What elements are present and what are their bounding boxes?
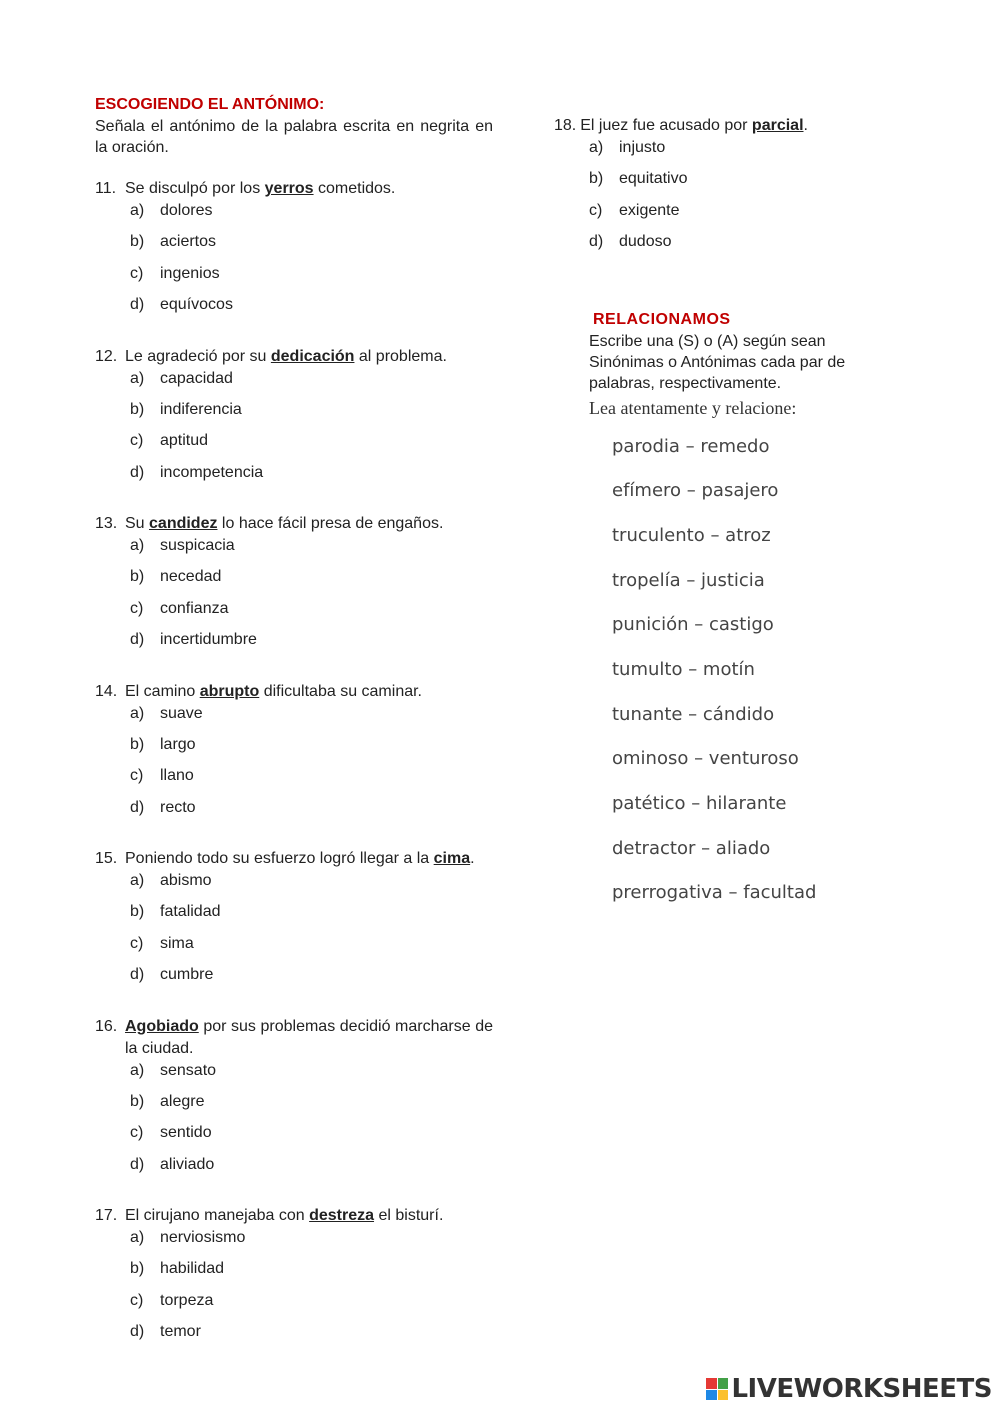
word-pair: prerrogativa – facultad <box>612 882 817 904</box>
sentence-part: lo hace fácil presa de engaños. <box>217 515 444 532</box>
option-text: cumbre <box>160 966 214 983</box>
question-sentence <box>125 513 493 535</box>
option-text: aliviado <box>160 1155 215 1173</box>
answer-option[interactable] <box>130 734 493 766</box>
word-pair: tunante – cándido <box>612 703 775 725</box>
option-letter: b) <box>130 400 145 418</box>
answer-option[interactable] <box>130 535 493 556</box>
logo-square <box>718 1378 729 1389</box>
logo-text: LIVEWORKSHEETS <box>731 1374 992 1404</box>
option-letter: c) <box>130 1124 144 1141</box>
option-text: torpeza <box>160 1291 214 1309</box>
answer-option[interactable] <box>130 703 493 724</box>
relate-subtitle: Lea atentamente y relacione: <box>589 397 797 418</box>
answer-option[interactable] <box>130 1321 493 1353</box>
question-number: 12. <box>95 347 118 365</box>
question-text <box>95 681 493 703</box>
answer-option[interactable] <box>130 430 493 462</box>
option-letter: a) <box>130 704 145 722</box>
option-letter: c) <box>130 1291 144 1309</box>
relate-instruction: Escribe una (S) o (A) según sean Sinónimas o Antónimas cada par de palabras, respectivamente. <box>589 332 846 392</box>
question-sentence <box>580 117 808 134</box>
option-text: alegre <box>160 1092 205 1110</box>
instruction: Señala el antónimo de la palabra escrita en negrita en la oración. <box>95 118 493 156</box>
keyword: dedicación <box>270 347 355 365</box>
word-pair: truculento – atroz <box>612 524 771 546</box>
logo-square <box>706 1390 717 1401</box>
sentence-part: El cirujano manejaba con <box>125 1207 310 1224</box>
option-letter: b) <box>130 233 145 250</box>
option-text: llano <box>160 767 194 784</box>
question-text <box>95 346 493 368</box>
word-pair: detractor – aliado <box>612 837 771 859</box>
answer-option[interactable] <box>130 1290 493 1322</box>
sentence-part: por sus problemas decidió marcharse de la ciudad. <box>125 1017 493 1057</box>
sentence-part: cometidos. <box>313 180 396 197</box>
question-list <box>95 178 493 1353</box>
logo-square <box>706 1378 717 1389</box>
sentence-part: Poniendo todo su esfuerzo logró llegar a la <box>125 850 434 867</box>
sentence-part: El juez fue acusado por <box>580 117 752 134</box>
sentence-part: Su <box>125 515 150 532</box>
option-letter: c) <box>130 934 144 952</box>
option-letter: b) <box>130 1092 145 1110</box>
keyword: abrupto <box>199 682 260 700</box>
relate-section <box>589 309 904 911</box>
option-letter: a) <box>130 1061 145 1079</box>
logo-square <box>718 1390 729 1401</box>
option-letter: d) <box>130 798 145 816</box>
question <box>95 681 493 829</box>
sentence-part: Le agradeció por su <box>125 347 271 365</box>
answer-option[interactable] <box>130 964 493 996</box>
answer-option[interactable] <box>130 200 493 221</box>
option-text: largo <box>160 735 196 753</box>
option-letter: c) <box>130 432 144 449</box>
answer-option[interactable] <box>130 566 493 598</box>
question-sentence <box>125 848 493 870</box>
option-list <box>130 1060 493 1186</box>
option-letter: b) <box>130 568 145 585</box>
option-letter: a) <box>130 202 145 219</box>
answer-option[interactable] <box>589 231 904 263</box>
word-pair-list <box>612 434 904 911</box>
option-letter: c) <box>130 264 144 282</box>
option-list <box>130 870 493 996</box>
question-sentence <box>125 346 493 368</box>
question-text <box>554 115 904 137</box>
option-text: incertidumbre <box>160 631 257 648</box>
answer-option[interactable] <box>130 765 493 797</box>
question-sentence <box>125 178 493 200</box>
answer-option[interactable] <box>130 231 493 263</box>
option-text: incompetencia <box>160 463 264 481</box>
option-letter: b) <box>130 903 145 920</box>
answer-option[interactable] <box>589 137 904 158</box>
answer-option[interactable] <box>130 1227 493 1248</box>
option-text: exigente <box>619 201 680 219</box>
antonym-section <box>95 94 493 1353</box>
word-pair: tropelía – justicia <box>612 569 765 591</box>
option-letter: d) <box>130 966 145 983</box>
option-list <box>130 1227 493 1353</box>
keyword: destreza <box>309 1207 375 1224</box>
option-letter: c) <box>589 201 603 219</box>
question-text <box>95 848 493 870</box>
question <box>95 178 493 326</box>
option-text: abismo <box>160 872 212 889</box>
option-letter: b) <box>130 1260 145 1277</box>
answer-option[interactable] <box>130 368 493 389</box>
option-text: nerviosismo <box>160 1229 246 1246</box>
option-letter: a) <box>130 872 145 889</box>
option-letter: d) <box>130 1323 145 1340</box>
option-text: dolores <box>160 202 213 219</box>
option-text: capacidad <box>160 369 233 387</box>
sentence-part: Se disculpó por los <box>125 180 265 197</box>
answer-option[interactable] <box>130 263 493 295</box>
word-pair: patético – hilarante <box>612 793 787 814</box>
answer-option[interactable] <box>589 168 904 200</box>
option-list <box>130 535 493 661</box>
option-text: equitativo <box>619 170 688 187</box>
keyword: cima <box>433 850 471 867</box>
right-column <box>554 115 904 910</box>
word-pair: parodia – remedo <box>612 435 770 457</box>
question-number: 16. <box>95 1017 118 1035</box>
option-letter: b) <box>589 170 604 187</box>
question <box>95 848 493 996</box>
keyword: Agobiado <box>125 1017 199 1035</box>
answer-option[interactable] <box>130 1091 493 1123</box>
answer-option[interactable] <box>130 294 493 326</box>
question-number: 18. <box>554 117 577 134</box>
answer-option[interactable] <box>130 598 493 630</box>
keyword: yerros <box>264 180 314 197</box>
option-text: habilidad <box>160 1260 225 1277</box>
option-letter: d) <box>130 1155 145 1173</box>
option-list <box>130 368 493 494</box>
option-text: equívocos <box>160 296 233 313</box>
option-text: indiferencia <box>160 400 242 418</box>
question <box>95 346 493 494</box>
relate-title: RELACIONAMOS <box>593 310 731 328</box>
question <box>95 1205 493 1353</box>
option-text: sentido <box>160 1124 212 1141</box>
answer-option[interactable] <box>130 933 493 965</box>
sentence-part: . <box>803 117 808 134</box>
word-pair: tumulto – motín <box>612 658 755 680</box>
option-text: sima <box>160 934 194 952</box>
option-letter: a) <box>130 1229 145 1246</box>
option-letter: c) <box>130 599 144 617</box>
option-text: suave <box>160 704 203 722</box>
question-sentence <box>125 681 493 703</box>
option-text: fatalidad <box>160 903 221 920</box>
option-text: injusto <box>619 139 666 156</box>
option-text: sensato <box>160 1061 217 1079</box>
question-number: 15. <box>95 850 118 867</box>
answer-option[interactable] <box>130 901 493 933</box>
keyword: candidez <box>149 515 218 532</box>
question-sentence <box>125 1205 493 1227</box>
answer-option[interactable] <box>130 797 493 829</box>
option-text: aptitud <box>160 432 209 449</box>
option-list <box>130 200 493 326</box>
answer-option[interactable] <box>130 399 493 431</box>
answer-option[interactable] <box>130 1122 493 1154</box>
sentence-part: El camino <box>125 682 200 700</box>
option-text: temor <box>160 1323 201 1340</box>
answer-option[interactable] <box>589 200 904 232</box>
question <box>95 1016 493 1186</box>
question-18 <box>554 115 904 263</box>
option-list <box>130 703 493 829</box>
option-letter: d) <box>130 631 145 648</box>
option-letter: a) <box>589 139 604 156</box>
question-text <box>95 513 493 535</box>
answer-option[interactable] <box>130 1258 493 1290</box>
answer-option[interactable] <box>130 629 493 661</box>
question-text <box>95 1205 493 1227</box>
word-pair: efímero – pasajero <box>612 480 779 502</box>
answer-option[interactable] <box>130 870 493 891</box>
liveworksheets-logo[interactable] <box>706 1373 992 1405</box>
sentence-part: dificultaba su caminar. <box>259 682 422 700</box>
sentence-part: . <box>470 850 475 867</box>
option-text: recto <box>160 798 196 816</box>
option-letter: d) <box>589 233 604 250</box>
word-pair: punición – castigo <box>612 614 774 636</box>
option-letter: a) <box>130 369 145 387</box>
option-letter: d) <box>130 296 145 313</box>
question <box>95 513 493 661</box>
section-title: ESCOGIENDO EL ANTÓNIMO: <box>95 96 325 113</box>
answer-option[interactable] <box>130 1060 493 1081</box>
question-number: 14. <box>95 682 118 700</box>
question-text <box>95 178 493 200</box>
option-letter: a) <box>130 537 145 554</box>
sentence-part: al problema. <box>354 347 447 365</box>
question-sentence <box>125 1016 493 1060</box>
answer-option[interactable] <box>130 462 493 494</box>
option-text: ingenios <box>160 264 220 282</box>
option-letter: d) <box>130 463 145 481</box>
logo-icon <box>706 1378 728 1400</box>
question-number: 11. <box>95 180 117 197</box>
option-text: necedad <box>160 568 222 585</box>
option-text: aciertos <box>160 233 217 250</box>
option-text: suspicacia <box>160 537 235 554</box>
word-pair: ominoso – venturoso <box>612 748 799 770</box>
answer-option[interactable] <box>130 1154 493 1186</box>
option-letter: c) <box>130 767 144 784</box>
sentence-part: el bisturí. <box>374 1207 444 1224</box>
option-list <box>589 137 904 263</box>
option-text: dudoso <box>619 233 672 250</box>
option-letter: b) <box>130 735 145 753</box>
option-text: confianza <box>160 599 229 617</box>
question-number: 13. <box>95 515 118 532</box>
keyword: parcial <box>751 117 804 134</box>
question-number: 17. <box>95 1207 118 1224</box>
question-text <box>95 1016 493 1060</box>
